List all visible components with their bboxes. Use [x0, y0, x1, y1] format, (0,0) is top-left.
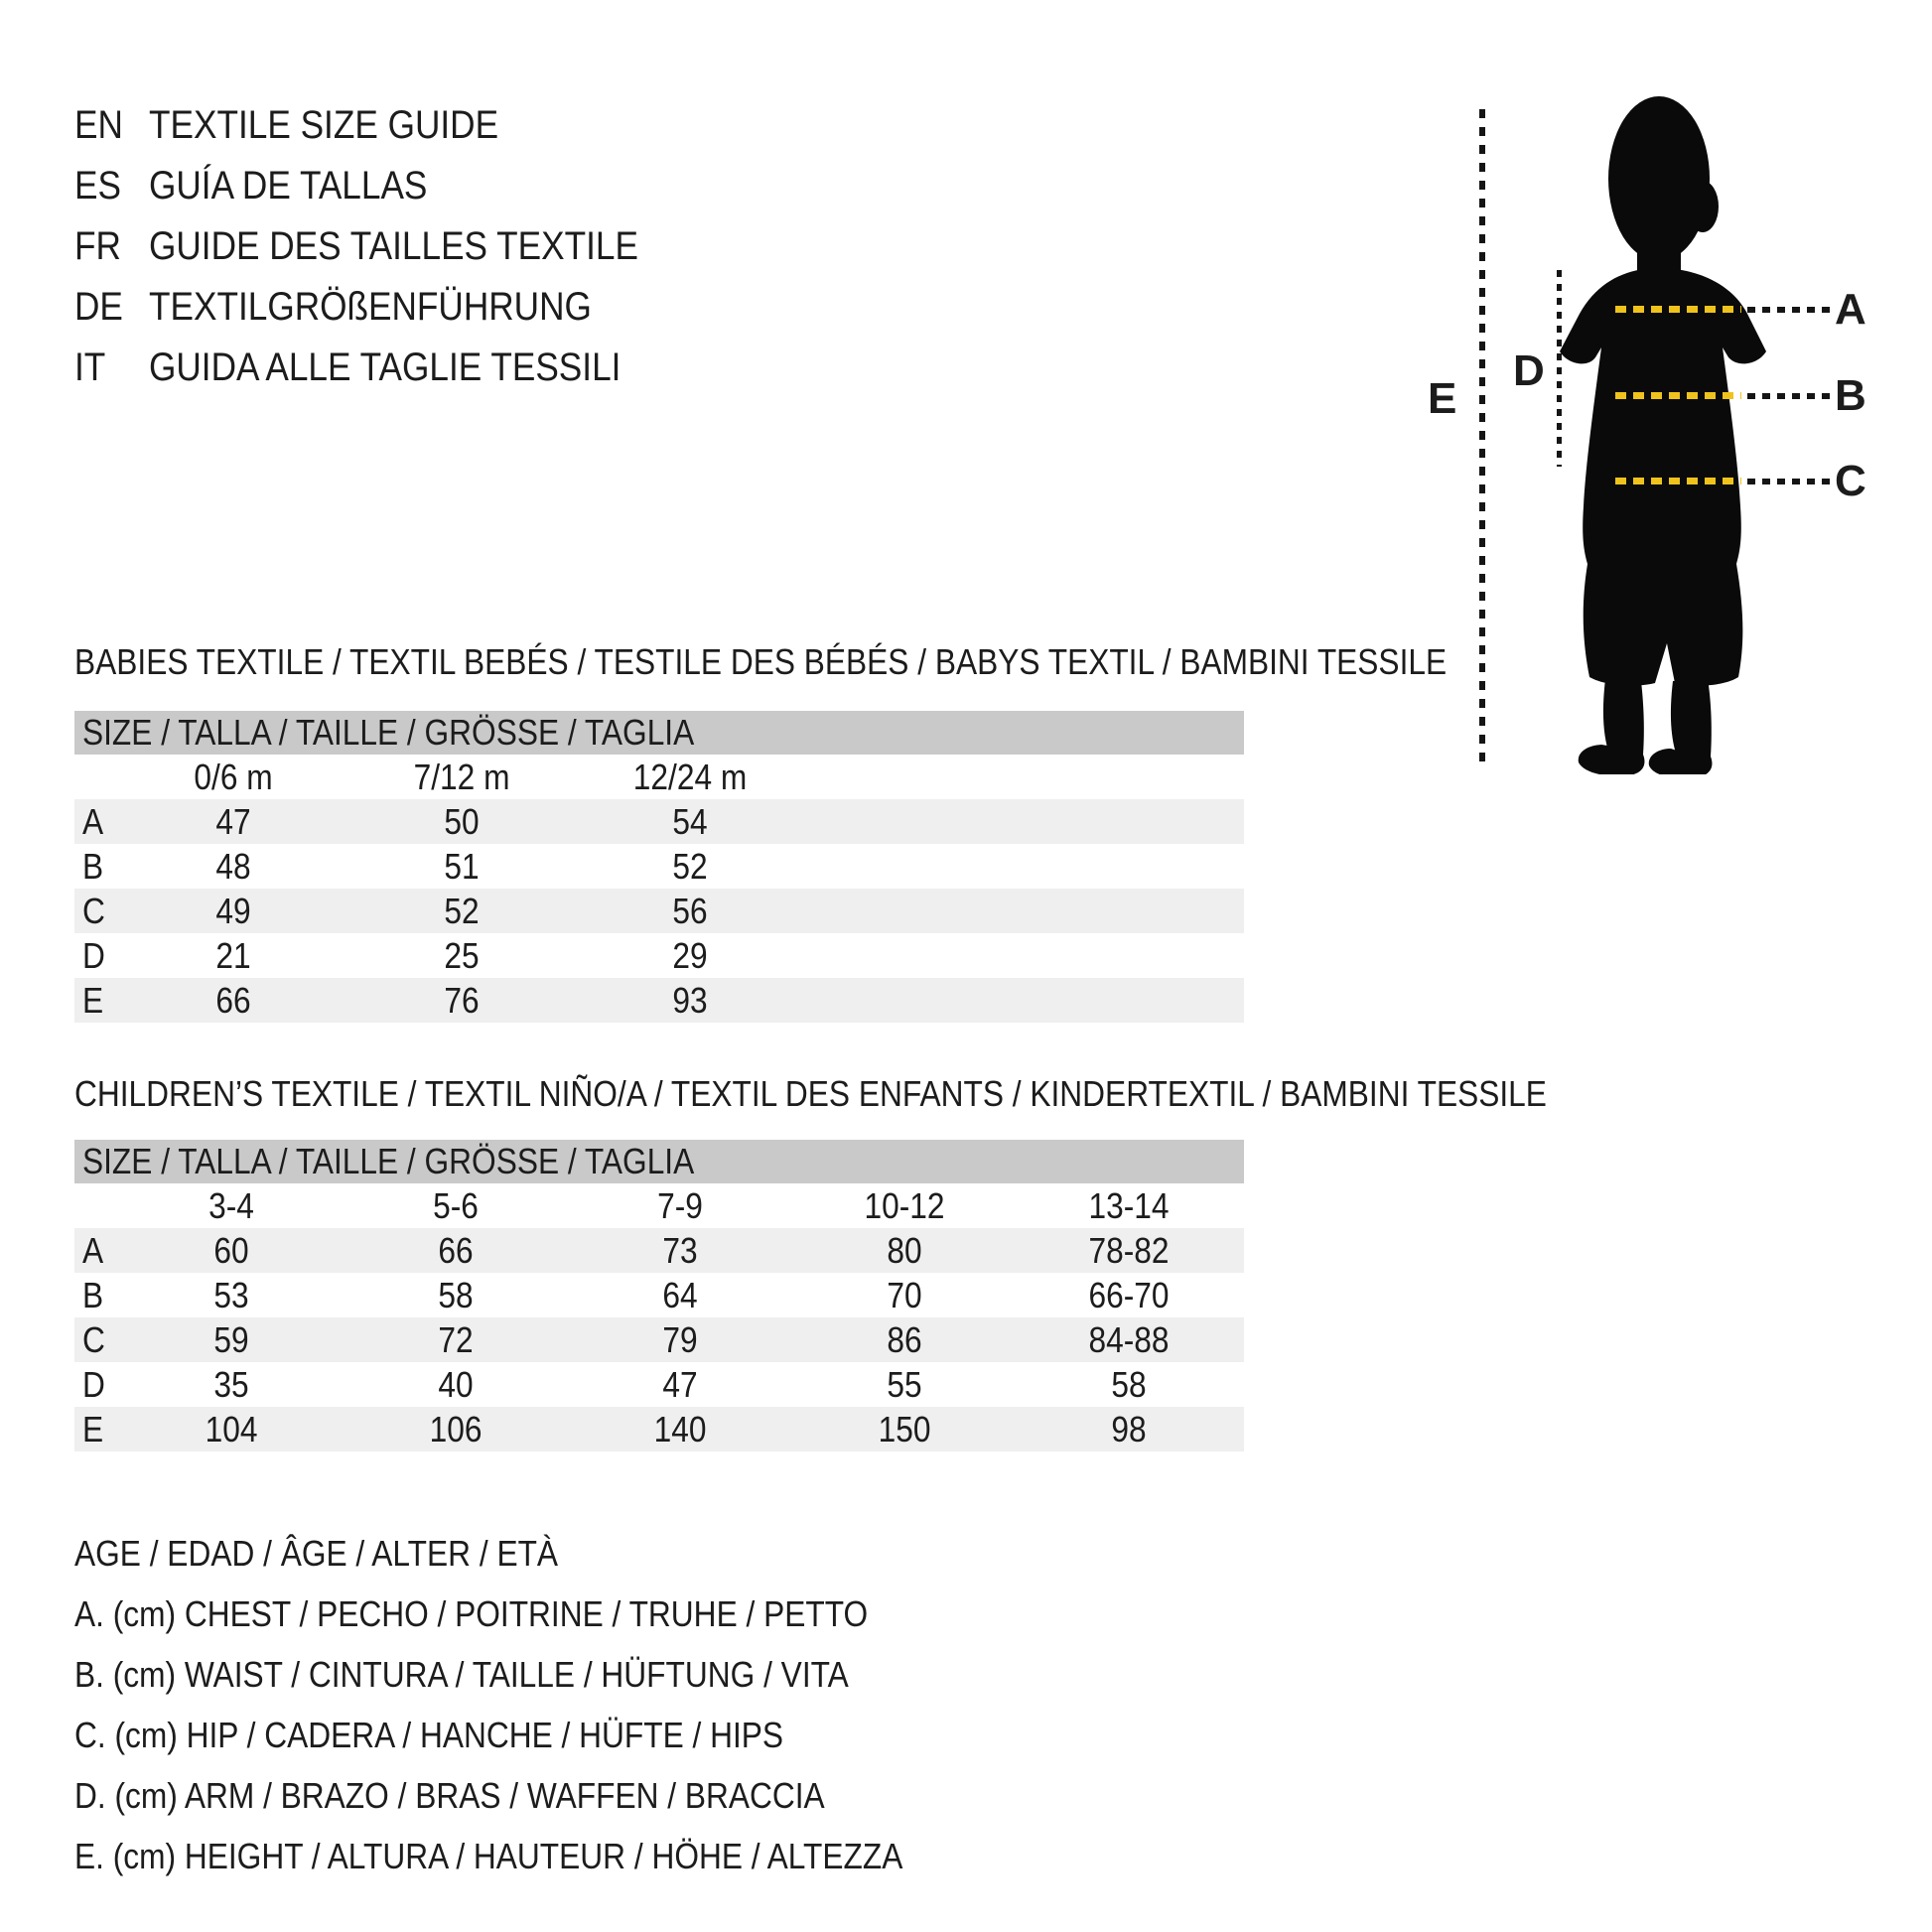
- table-cell: 55: [887, 1363, 922, 1405]
- figure-label-e: E: [1428, 374, 1457, 423]
- hip-leader-line-c: [1747, 479, 1832, 484]
- table-row: [74, 1317, 1244, 1362]
- children-col-13-14: 13-14: [1088, 1184, 1170, 1226]
- table-row: [74, 1273, 1244, 1317]
- babies-section-heading: BABIES TEXTILE / TEXTIL BEBÉS / TESTILE DES BÉBÉS / BABYS TEXTIL / BAMBINI TESSILE: [74, 641, 1448, 682]
- table-cell: 80: [887, 1229, 922, 1271]
- table-cell: 72: [438, 1318, 474, 1360]
- children-col-10-12: 10-12: [864, 1184, 945, 1226]
- hip-measure-dash-c: [1615, 478, 1741, 484]
- table-cell: 70: [887, 1274, 922, 1315]
- figure-label-c: C: [1835, 457, 1866, 505]
- waist-leader-line-b: [1747, 393, 1832, 399]
- language-code-es: ES: [74, 164, 121, 207]
- table-row: [74, 1407, 1244, 1451]
- table-cell: 78-82: [1088, 1229, 1170, 1271]
- table-cell: 79: [662, 1318, 698, 1360]
- table-cell: 73: [662, 1229, 698, 1271]
- table-cell: 21: [215, 934, 251, 976]
- table-cell: 35: [213, 1363, 249, 1405]
- legend-line-arm: D. (cm) ARM / BRAZO / BRAS / WAFFEN / BRACCIA: [74, 1775, 825, 1816]
- table-cell: 64: [662, 1274, 698, 1315]
- language-code-it: IT: [74, 345, 106, 389]
- table-cell: 60: [213, 1229, 249, 1271]
- table-cell: 54: [672, 800, 708, 842]
- row-label: B: [82, 1274, 104, 1315]
- language-row-it: [74, 338, 705, 398]
- row-label: E: [82, 1408, 104, 1449]
- language-title-fr: GUIDE DES TAILLES TEXTILE: [149, 224, 638, 268]
- babies-col-12-24m: 12/24 m: [632, 756, 748, 797]
- table-cell: 29: [672, 934, 708, 976]
- babies-size-table: [74, 711, 1244, 1023]
- table-cell: 47: [662, 1363, 698, 1405]
- table-row: [74, 889, 1244, 933]
- table-cell: 40: [438, 1363, 474, 1405]
- language-code-fr: FR: [74, 224, 121, 268]
- children-section-heading: CHILDREN’S TEXTILE / TEXTIL NIÑO/A / TEXTIL DES ENFANTS / KINDERTEXTIL / BAMBINI TESSILE: [74, 1073, 1547, 1114]
- language-row-de: [74, 277, 705, 338]
- children-size-table: [74, 1140, 1244, 1451]
- children-column-header-row: [74, 1183, 1244, 1228]
- language-title-block: [74, 95, 705, 398]
- table-row: [74, 799, 1244, 844]
- row-label: A: [82, 1229, 104, 1271]
- table-cell: 50: [444, 800, 480, 842]
- babies-size-header-bar: SIZE / TALLA / TAILLE / GRÖSSE / TAGLIA: [74, 711, 1244, 755]
- babies-col-7-12m: 7/12 m: [413, 756, 510, 797]
- table-cell: 47: [215, 800, 251, 842]
- row-label: B: [82, 845, 104, 887]
- children-col-7-9: 7-9: [657, 1184, 703, 1226]
- row-label: C: [82, 890, 105, 931]
- figure-label-d: D: [1513, 346, 1545, 395]
- table-cell: 48: [215, 845, 251, 887]
- table-cell: 104: [205, 1408, 258, 1449]
- measurement-legend: [74, 1523, 1016, 1886]
- legend-line-chest: A. (cm) CHEST / PECHO / POITRINE / TRUHE / PETTO: [74, 1593, 869, 1634]
- table-cell: 93: [672, 979, 708, 1021]
- table-cell: 98: [1111, 1408, 1147, 1449]
- language-title-en: TEXTILE SIZE GUIDE: [149, 103, 499, 147]
- legend-line-hip: C. (cm) HIP / CADERA / HANCHE / HÜFTE / HIPS: [74, 1715, 784, 1755]
- table-row: [74, 1362, 1244, 1407]
- chest-measure-dash-a: [1615, 306, 1741, 313]
- table-row: [74, 933, 1244, 978]
- figure-label-b: B: [1835, 371, 1866, 420]
- row-label: D: [82, 934, 105, 976]
- language-row-en: [74, 95, 705, 156]
- language-row-es: [74, 156, 705, 216]
- table-cell: 86: [887, 1318, 922, 1360]
- legend-line-waist: B. (cm) WAIST / CINTURA / TAILLE / HÜFTUNG / VITA: [74, 1654, 849, 1695]
- figure-label-a: A: [1835, 285, 1866, 334]
- table-cell: 53: [213, 1274, 249, 1315]
- table-cell: 59: [213, 1318, 249, 1360]
- table-row: [74, 978, 1244, 1023]
- waist-measure-dash-b: [1615, 392, 1741, 399]
- arm-measure-line-d: [1557, 270, 1562, 467]
- table-cell: 66: [438, 1229, 474, 1271]
- table-cell: 56: [672, 890, 708, 931]
- language-title-it: GUIDA ALLE TAGLIE TESSILI: [149, 345, 621, 389]
- row-label: A: [82, 800, 104, 842]
- table-cell: 52: [672, 845, 708, 887]
- babies-column-header-row: [74, 755, 1244, 799]
- babies-col-0-6m: 0/6 m: [194, 756, 273, 797]
- table-cell: 140: [653, 1408, 707, 1449]
- row-label: E: [82, 979, 104, 1021]
- language-code-en: EN: [74, 103, 123, 147]
- row-label: D: [82, 1363, 105, 1405]
- table-cell: 84-88: [1088, 1318, 1170, 1360]
- legend-line-age: AGE / EDAD / ÂGE / ALTER / ETÀ: [74, 1533, 559, 1574]
- table-row: [74, 844, 1244, 889]
- table-cell: 51: [444, 845, 480, 887]
- row-label: C: [82, 1318, 105, 1360]
- table-cell: 106: [429, 1408, 483, 1449]
- legend-line-height: E. (cm) HEIGHT / ALTURA / HAUTEUR / HÖHE / ALTEZZA: [74, 1836, 903, 1876]
- children-col-3-4: 3-4: [208, 1184, 254, 1226]
- language-title-es: GUÍA DE TALLAS: [149, 164, 428, 207]
- table-cell: 25: [444, 934, 480, 976]
- table-cell: 76: [444, 979, 480, 1021]
- chest-leader-line-a: [1747, 307, 1832, 313]
- children-size-header-bar: SIZE / TALLA / TAILLE / GRÖSSE / TAGLIA: [74, 1140, 1244, 1183]
- table-cell: 150: [878, 1408, 931, 1449]
- language-code-de: DE: [74, 285, 123, 329]
- language-title-de: TEXTILGRÖßENFÜHRUNG: [149, 285, 592, 329]
- table-row: [74, 1228, 1244, 1273]
- table-cell: 49: [215, 890, 251, 931]
- table-cell: 66-70: [1088, 1274, 1170, 1315]
- table-cell: 58: [438, 1274, 474, 1315]
- table-cell: 58: [1111, 1363, 1147, 1405]
- language-row-fr: [74, 216, 705, 277]
- table-cell: 52: [444, 890, 480, 931]
- table-cell: 66: [215, 979, 251, 1021]
- children-col-5-6: 5-6: [433, 1184, 479, 1226]
